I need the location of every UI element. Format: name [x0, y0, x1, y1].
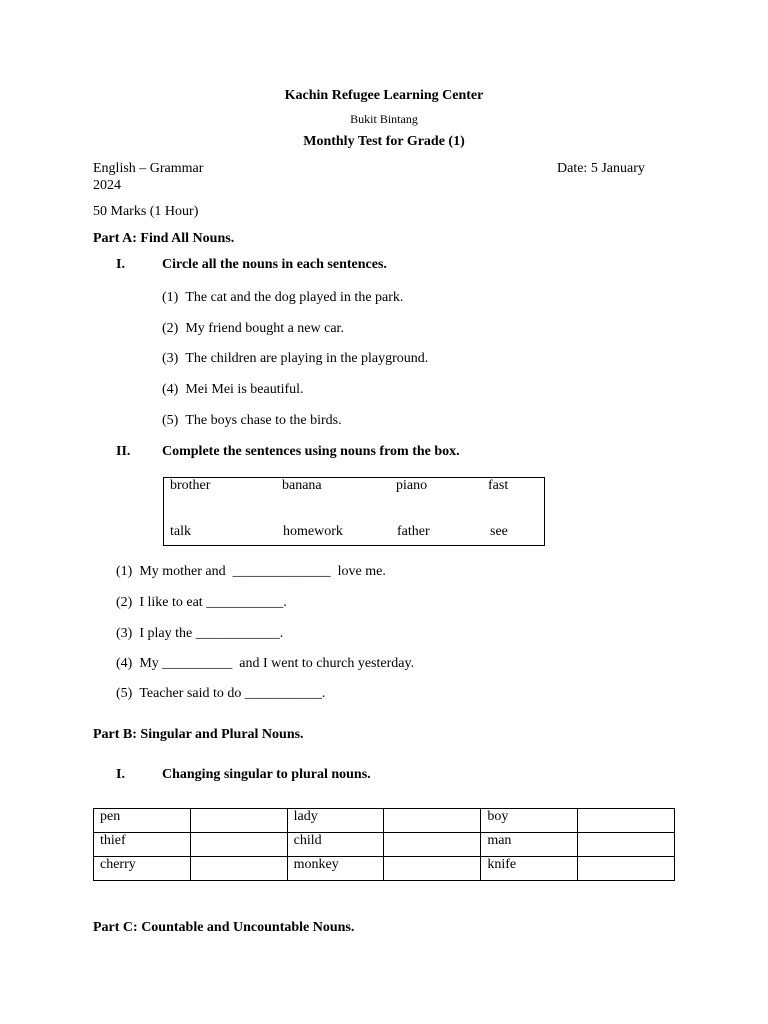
school-name: Kachin Refugee Learning Center	[284, 88, 484, 103]
item-number: (4)	[162, 382, 179, 397]
part-a-i-numeral: I.	[116, 257, 125, 272]
list-item	[116, 595, 287, 611]
list-item	[162, 321, 344, 337]
item-text: I like to eat ___________.	[139, 595, 287, 610]
item-number: (5)	[116, 686, 133, 701]
table-cell: knife	[481, 857, 578, 881]
item-number: (3)	[162, 351, 179, 366]
word-box-item: banana	[282, 478, 322, 493]
item-number: (5)	[162, 413, 179, 428]
list-item	[162, 382, 304, 398]
item-text: My __________ and I went to church yesterday.	[139, 656, 415, 671]
word-box-item: piano	[396, 478, 428, 493]
answer-cell[interactable]	[384, 833, 481, 857]
list-item	[116, 656, 414, 672]
answer-cell[interactable]	[578, 833, 675, 857]
table-cell: man	[481, 833, 578, 857]
list-item	[116, 626, 283, 642]
list-item	[162, 290, 403, 306]
part-a-title: Part A: Find All Nouns.	[93, 231, 235, 246]
table-row	[94, 833, 675, 857]
plural-table	[93, 808, 675, 881]
part-a-ii-instruction: Complete the sentences using nouns from the box.	[162, 444, 460, 459]
table-row	[94, 809, 675, 833]
part-c-title: Part C: Countable and Uncountable Nouns.	[93, 920, 355, 935]
school-location: Bukit Bintang	[350, 112, 418, 126]
item-text: I play the ____________.	[139, 626, 284, 641]
list-item	[162, 351, 428, 367]
marks-label: 50 Marks (1 Hour)	[93, 204, 199, 219]
answer-cell[interactable]	[190, 833, 287, 857]
answer-cell[interactable]	[384, 857, 481, 881]
table-cell: cherry	[94, 857, 191, 881]
word-box-item: father	[397, 524, 430, 539]
item-text: Mei Mei is beautiful.	[185, 382, 304, 397]
item-text: My mother and ______________ love me.	[139, 564, 386, 579]
word-box-item: brother	[170, 478, 211, 493]
table-row	[94, 857, 675, 881]
item-text: The boys chase to the birds.	[185, 413, 342, 428]
table-cell: child	[287, 833, 384, 857]
answer-cell[interactable]	[578, 809, 675, 833]
item-text: The cat and the dog played in the park.	[185, 290, 404, 305]
word-box-item: fast	[488, 478, 509, 493]
answer-cell[interactable]	[190, 857, 287, 881]
item-text: Teacher said to do ___________.	[139, 686, 326, 701]
item-number: (2)	[162, 321, 179, 336]
item-number: (1)	[116, 564, 133, 579]
list-item	[162, 413, 342, 429]
part-b-title: Part B: Singular and Plural Nouns.	[93, 727, 304, 742]
subject-label: English – Grammar	[93, 161, 204, 176]
part-a-i-instruction: Circle all the nouns in each sentences.	[162, 257, 387, 272]
table-cell: boy	[481, 809, 578, 833]
part-b-i-instruction: Changing singular to plural nouns.	[162, 767, 371, 782]
item-text: My friend bought a new car.	[185, 321, 344, 336]
table-cell: lady	[287, 809, 384, 833]
date-year: 2024	[93, 178, 121, 193]
date-label: Date: 5 January	[557, 161, 645, 176]
table-cell: pen	[94, 809, 191, 833]
list-item	[116, 686, 325, 702]
table-cell: monkey	[287, 857, 384, 881]
answer-cell[interactable]	[190, 809, 287, 833]
word-box-item: homework	[283, 524, 343, 539]
list-item	[116, 564, 386, 580]
item-number: (1)	[162, 290, 179, 305]
word-box-item: talk	[170, 524, 191, 539]
part-a-ii-numeral: II.	[116, 444, 131, 459]
table-cell: thief	[94, 833, 191, 857]
item-text: The children are playing in the playground.	[185, 351, 429, 366]
answer-cell[interactable]	[384, 809, 481, 833]
word-box-item: see	[490, 524, 508, 539]
answer-cell[interactable]	[578, 857, 675, 881]
item-number: (3)	[116, 626, 133, 641]
word-box	[163, 477, 545, 546]
item-number: (2)	[116, 595, 133, 610]
item-number: (4)	[116, 656, 133, 671]
part-b-i-numeral: I.	[116, 767, 125, 782]
test-title: Monthly Test for Grade (1)	[303, 134, 465, 149]
